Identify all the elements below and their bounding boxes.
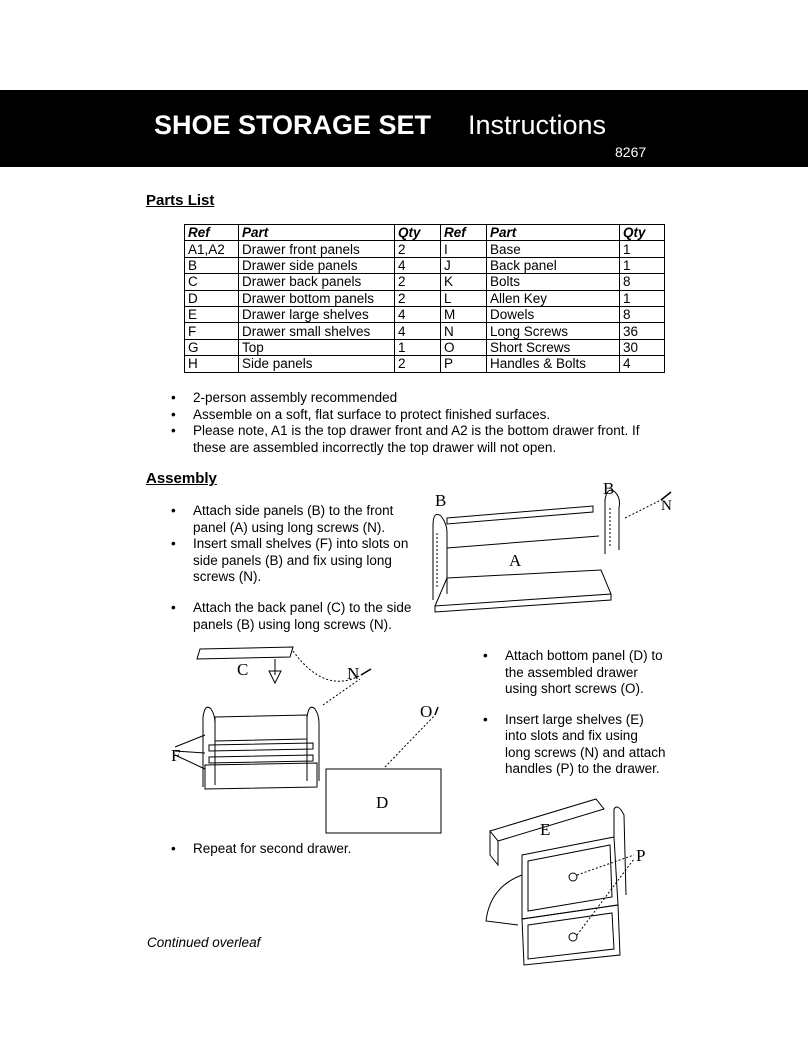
label-o: O [420, 702, 433, 721]
table-row [185, 306, 665, 322]
left-side-panel [433, 514, 447, 600]
document-title: SHOE STORAGE SET [154, 110, 432, 140]
table-cell: A1,A2 [185, 241, 239, 257]
table-cell: I [441, 241, 487, 257]
column-header: Ref [185, 225, 239, 241]
table-cell: Back panel [487, 257, 620, 273]
table-cell: Allen Key [487, 290, 620, 306]
table-cell: Handles & Bolts [487, 356, 620, 372]
step-item: • Attach side panels (B) to the front panel (A) using long screws (N). [165, 503, 417, 536]
product-code: 8267 [615, 144, 647, 160]
table-cell: F [185, 323, 239, 339]
label-n: N [661, 498, 672, 514]
label-b-right: B [603, 479, 615, 498]
table-cell: 36 [620, 323, 665, 339]
table-row [185, 241, 665, 257]
assembly-step3-list [477, 648, 667, 778]
table-cell: L [441, 290, 487, 306]
document-subtitle: Instructions [468, 110, 607, 140]
table-cell: M [441, 306, 487, 322]
table-cell: Drawer large shelves [239, 306, 395, 322]
assembly-step4-list [165, 841, 405, 858]
table-cell: 4 [395, 323, 441, 339]
table-cell: Dowels [487, 306, 620, 322]
table-row [185, 323, 665, 339]
table-cell: 4 [395, 306, 441, 322]
table-row [185, 356, 665, 372]
back-panel-c [197, 647, 293, 659]
note-item: • 2-person assembly recommended [165, 390, 655, 407]
table-cell: K [441, 274, 487, 290]
table-row [185, 339, 665, 355]
table-cell: 30 [620, 339, 665, 355]
right-side-panel [605, 490, 620, 554]
small-shelf [447, 506, 593, 524]
table-cell: O [441, 339, 487, 355]
header-banner [0, 90, 808, 167]
label-d: D [376, 793, 389, 812]
figure-front-panel-assembly [425, 478, 675, 613]
table-row [185, 274, 665, 290]
table-row [185, 257, 665, 273]
table-cell: N [441, 323, 487, 339]
note-item: • Assemble on a soft, flat surface to protect finished surfaces. [165, 407, 655, 424]
table-cell: 1 [620, 257, 665, 273]
table-cell: Drawer back panels [239, 274, 395, 290]
table-cell: Side panels [239, 356, 395, 372]
label-c: C [237, 660, 249, 679]
assembly-step2-list [165, 600, 417, 633]
table-cell: Top [239, 339, 395, 355]
step-item: • Insert large shelves (E) into slots and fix using long screws (N) and attach handles (P) to the drawer. [477, 712, 667, 778]
step-item: • Attach bottom panel (D) to the assembled drawer using short screws (O). [477, 648, 667, 698]
label-e: E [540, 820, 551, 839]
step-item: • Repeat for second drawer. [165, 841, 405, 858]
note-item: • Please note, A1 is the top drawer front and A2 is the bottom drawer front. If these are assembled incorrectly the top drawer will not open. [165, 423, 655, 456]
parts-table [184, 224, 665, 373]
table-cell: 2 [395, 290, 441, 306]
table-cell: Drawer bottom panels [239, 290, 395, 306]
side-panel-curve [486, 875, 522, 925]
front-panel-a [435, 570, 611, 606]
table-cell: D [185, 290, 239, 306]
label-a: A [509, 551, 522, 570]
table-cell: 1 [620, 290, 665, 306]
table-cell: Short Screws [487, 339, 620, 355]
table-cell: 4 [395, 257, 441, 273]
column-header: Part [487, 225, 620, 241]
table-cell: 8 [620, 274, 665, 290]
notes-list [165, 390, 655, 456]
table-cell: 8 [620, 306, 665, 322]
label-f: F [171, 746, 181, 765]
table-cell: E [185, 306, 239, 322]
table-cell: Drawer front panels [239, 241, 395, 257]
table-cell: B [185, 257, 239, 273]
table-cell: Base [487, 241, 620, 257]
step-item: • Attach the back panel (C) to the side panels (B) using long screws (N). [165, 600, 417, 633]
table-cell: Drawer side panels [239, 257, 395, 273]
label-n: N [347, 664, 360, 683]
table-cell: 1 [395, 339, 441, 355]
table-cell: 2 [395, 356, 441, 372]
table-row [185, 290, 665, 306]
parts-list-heading: Parts List [146, 192, 215, 209]
table-cell: P [441, 356, 487, 372]
table-cell: 1 [620, 241, 665, 257]
table-cell: 2 [395, 241, 441, 257]
column-header: Qty [395, 225, 441, 241]
label-b-left: B [435, 491, 447, 510]
table-cell: J [441, 257, 487, 273]
table-cell: Drawer small shelves [239, 323, 395, 339]
small-shelf [215, 715, 307, 741]
table-cell: G [185, 339, 239, 355]
column-header: Qty [620, 225, 665, 241]
figure-back-bottom-assembly [165, 645, 445, 835]
table-cell: Long Screws [487, 323, 620, 339]
column-header: Part [239, 225, 395, 241]
assembly-heading: Assembly [146, 470, 217, 487]
table-header-row [185, 225, 665, 241]
table-cell: C [185, 274, 239, 290]
front-panel [205, 763, 317, 789]
figure-shelf-handle-assembly [478, 795, 658, 965]
step-item: • Insert small shelves (F) into slots on side panels (B) and fix using long screws (N). [165, 536, 417, 586]
table-cell: 2 [395, 274, 441, 290]
column-header: Ref [441, 225, 487, 241]
continued-overleaf: Continued overleaf [147, 935, 261, 950]
table-cell: Bolts [487, 274, 620, 290]
label-p: P [636, 846, 646, 865]
assembly-step1-list [165, 503, 417, 586]
table-cell: H [185, 356, 239, 372]
table-cell: 4 [620, 356, 665, 372]
